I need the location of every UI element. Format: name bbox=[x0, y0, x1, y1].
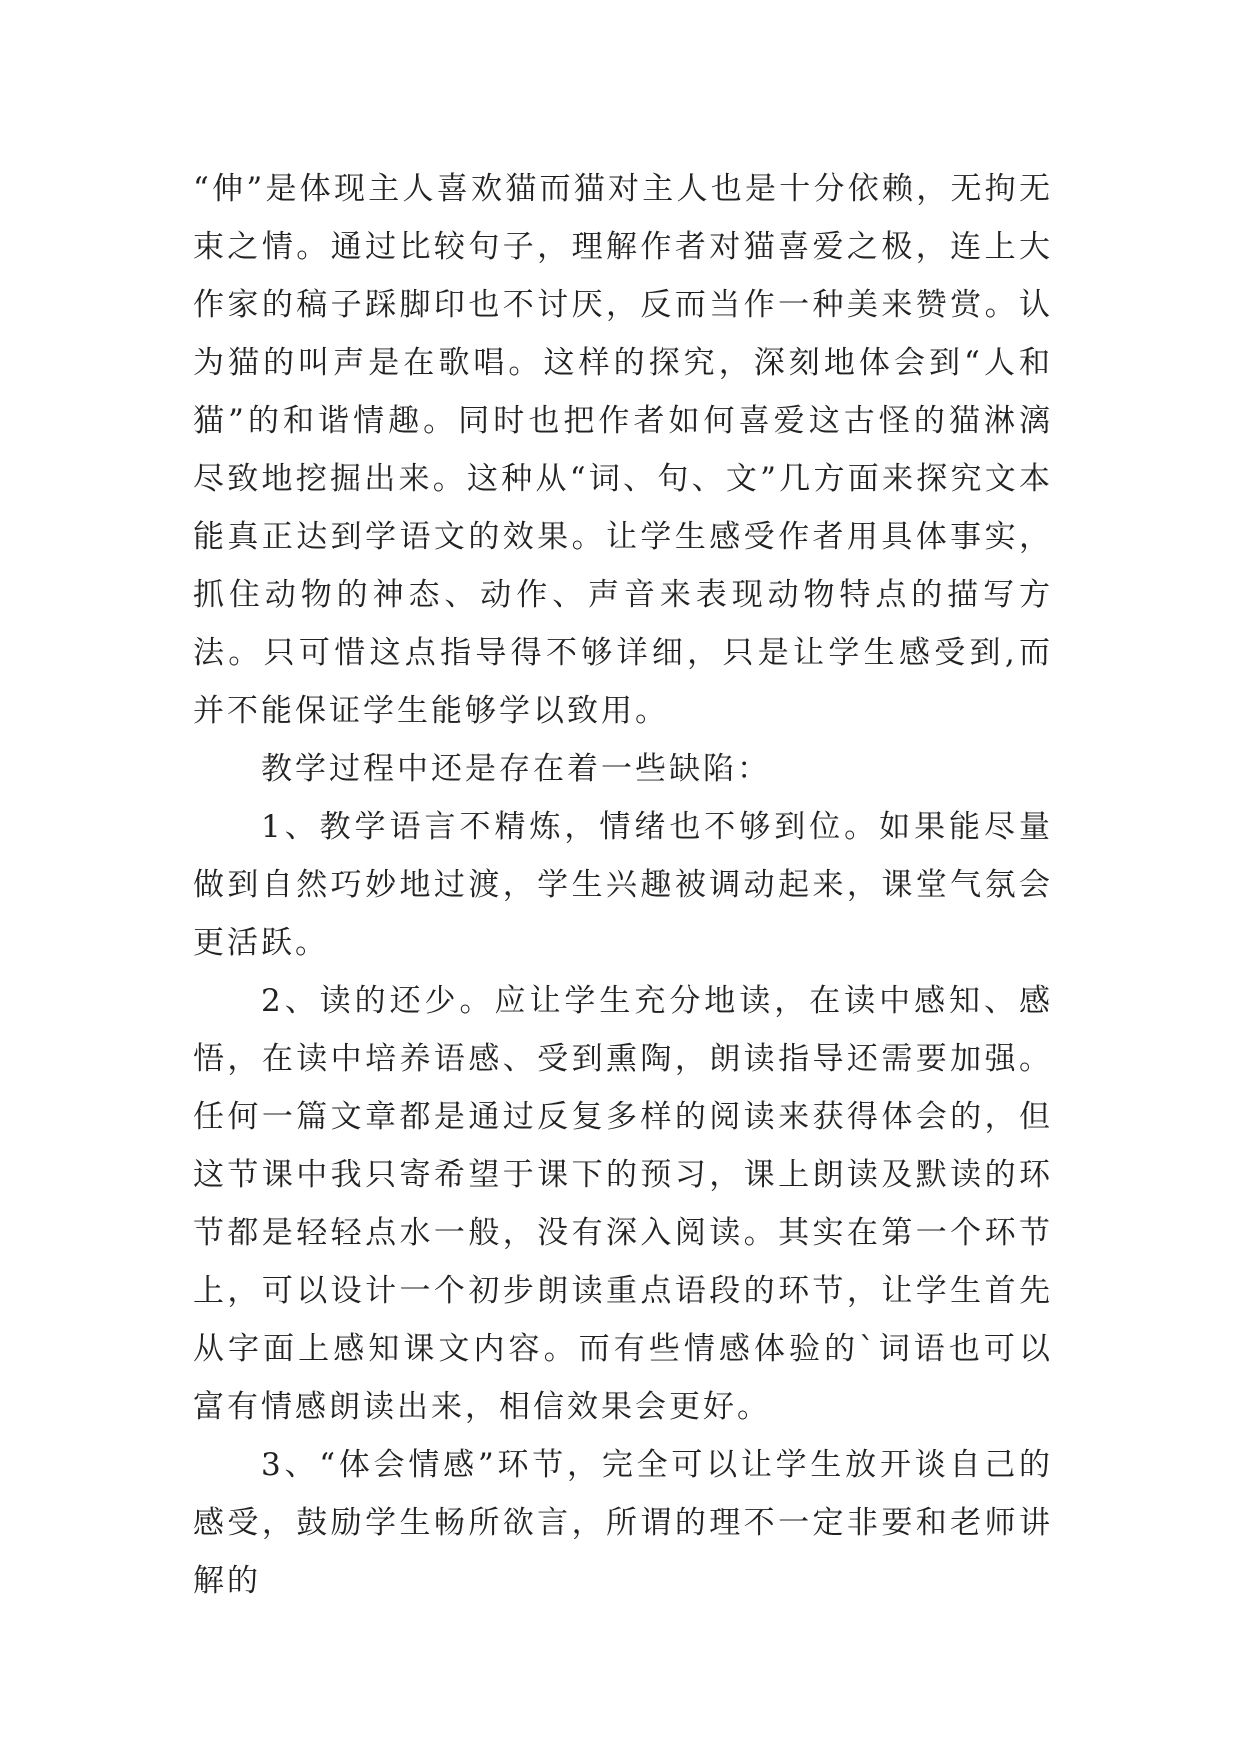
paragraph-defects-intro: 教学过程中还是存在着一些缺陷： bbox=[261, 751, 771, 787]
paragraph-point-3: 3、“体会情感”环节，完全可以让学生放开谈自己的感受，鼓励学生畅所欲言，所谓的理不一定非要和老师讲解的 bbox=[193, 1447, 1053, 1599]
paragraph-point-2: 2、读的还少。应让学生充分地读，在读中感知、感悟，在读中培养语感、受到熏陶，朗读指导还需要加强。任何一篇文章都是通过反复多样的阅读来获得体会的，但这节课中我只寄希望于课下的预习，课上朗读及默读的环节都是轻轻点水一般，没有深入阅读。其实在第一个环节上，可以设计一个初步朗读重点语段的环节，让学生首先从字面上感知课文内容。而有些情感体验的`词语也可以富有情感朗读出来，相信效果会更好。 bbox=[193, 983, 1053, 1425]
paragraph-continuation: “伸”是体现主人喜欢猫而猫对主人也是十分依赖，无拘无束之情。通过比较句子，理解作者对猫喜爱之极，连上大作家的稿子踩脚印也不讨厌，反而当作一种美来赞赏。认为猫的叫声是在歌唱。这样的探究，深刻地体会到“人和猫”的和谐情趣。同时也把作者如何喜爱这古怪的猫淋漓尽致地挖掘出来。这种从“词、句、文”几方面来探究文本能真正达到学语文的效果。让学生感受作者用具体事实，抓住动物的神态、动作、声音来表现动物特点的描写方法。只可惜这点指导得不够详细，只是让学生感受到,而并不能保证学生能够学以致用。 bbox=[193, 171, 1053, 729]
document-body bbox=[193, 160, 1053, 1610]
paragraph-point-1: 1、教学语言不精炼，情绪也不够到位。如果能尽量做到自然巧妙地过渡，学生兴趣被调动起来，课堂气氛会更活跃。 bbox=[193, 809, 1053, 961]
